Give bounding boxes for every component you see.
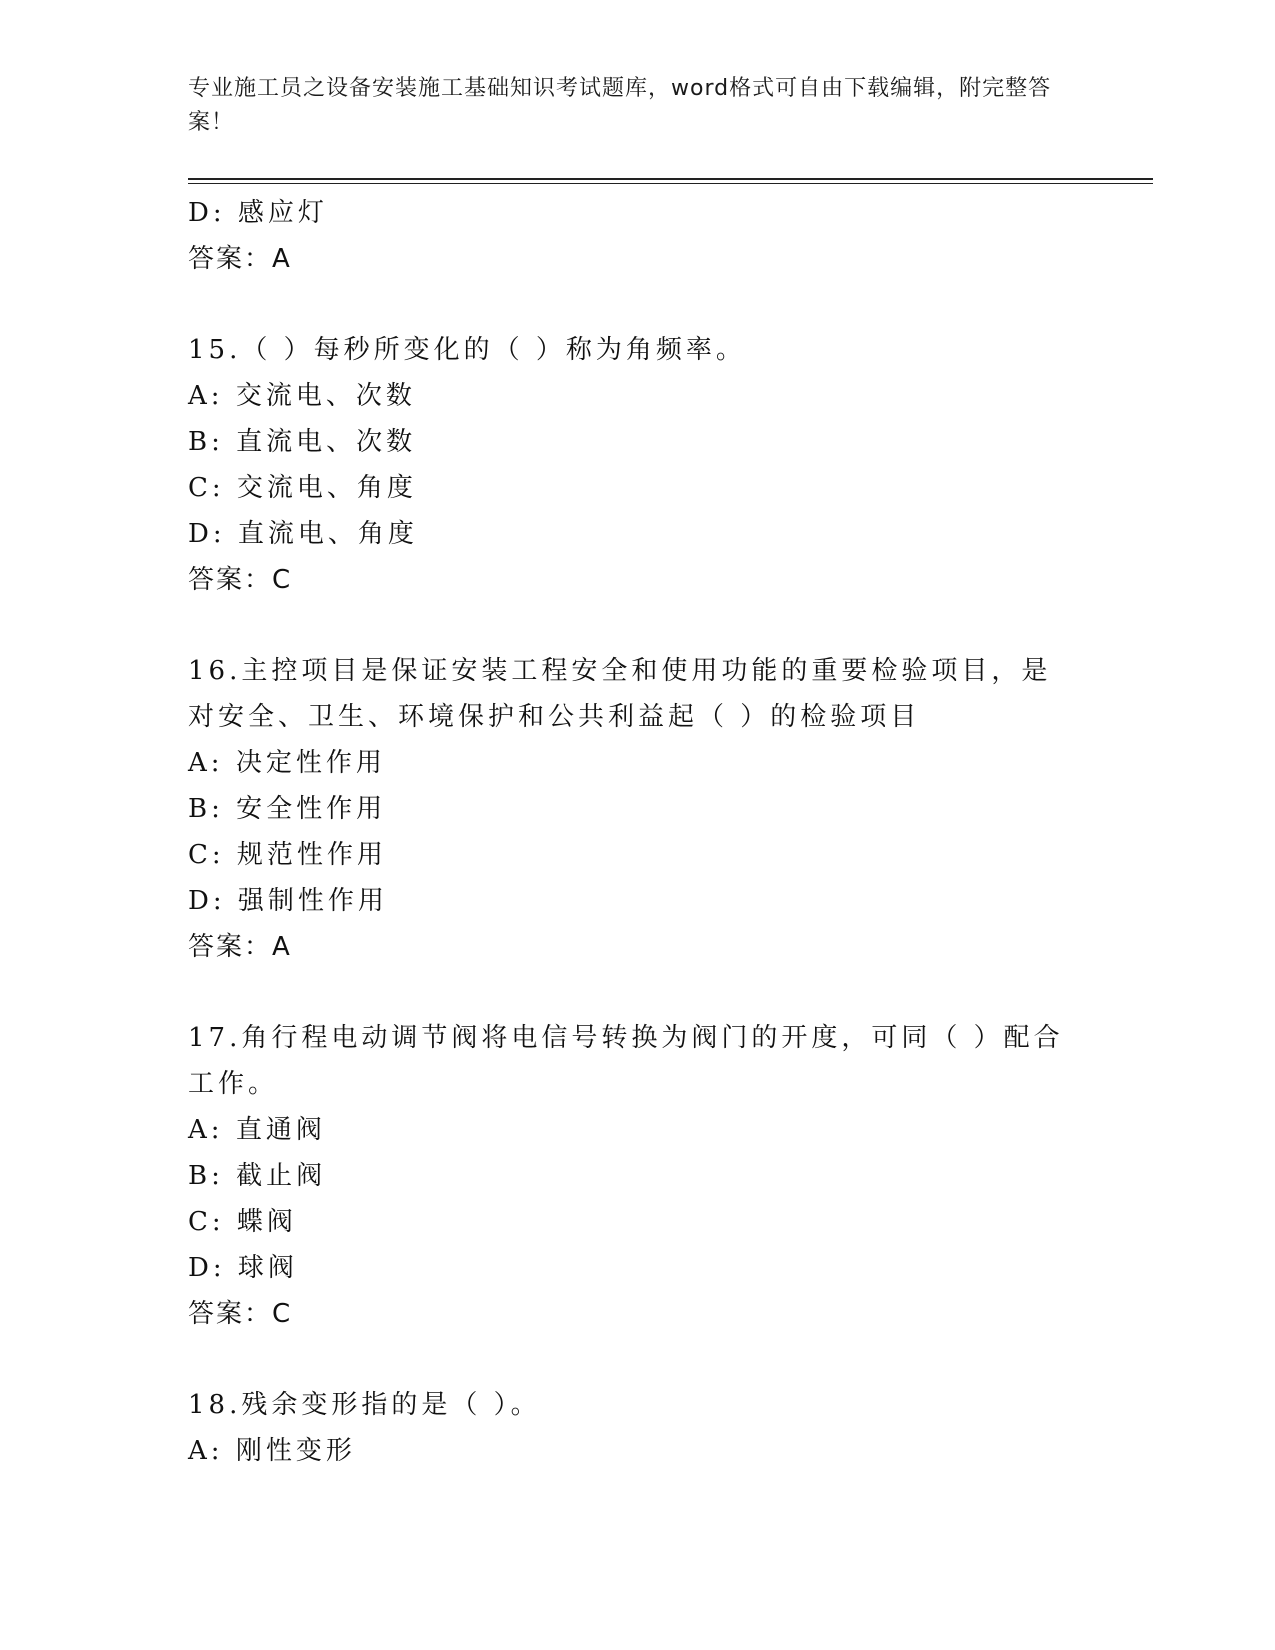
answer: 答案：C — [188, 565, 293, 595]
option-text: 交流电、次数 — [235, 381, 416, 411]
option-a — [188, 1428, 1088, 1474]
option-label: B: — [188, 1161, 224, 1191]
option-a — [188, 1107, 1088, 1153]
option-label: B: — [188, 427, 224, 457]
question-18 — [188, 1382, 1088, 1474]
option-a — [188, 740, 1088, 786]
header-rule-thin — [188, 183, 1153, 184]
option-d — [188, 190, 1088, 236]
question-17 — [188, 1015, 1088, 1337]
option-text: 强制性作用 — [237, 886, 388, 916]
option-text: 规范性作用 — [236, 840, 387, 870]
option-label: D: — [188, 519, 226, 549]
option-label: C: — [188, 473, 225, 503]
option-c — [188, 1199, 1088, 1245]
option-label: D: — [188, 198, 226, 228]
option-d — [188, 1245, 1088, 1291]
answer: 答案：A — [188, 932, 292, 962]
option-text: 交流电、角度 — [236, 473, 417, 503]
question-15 — [188, 327, 1088, 603]
option-label: C: — [188, 1207, 225, 1237]
option-text: 感应灯 — [237, 198, 328, 228]
option-b — [188, 786, 1088, 832]
document-body — [188, 190, 1088, 1474]
page-header: 专业施工员之设备安装施工基础知识考试题库，word格式可自由下载编辑，附完整答案！ — [188, 76, 1052, 135]
option-d — [188, 878, 1088, 924]
option-label: A: — [188, 1115, 224, 1145]
option-label: A: — [188, 748, 224, 778]
question-16 — [188, 648, 1088, 970]
question-stem: 17.角行程电动调节阀将电信号转换为阀门的开度，可同（ ）配合工作。 — [188, 1023, 1064, 1099]
option-label: A: — [188, 1436, 224, 1466]
answer: 答案：A — [188, 244, 292, 274]
answer: 答案：C — [188, 1299, 293, 1329]
option-b — [188, 1153, 1088, 1199]
option-d — [188, 511, 1088, 557]
option-text: 截止阀 — [236, 1161, 327, 1191]
option-label: A: — [188, 381, 224, 411]
option-text: 直流电、次数 — [236, 427, 417, 457]
option-text: 直流电、角度 — [237, 519, 418, 549]
option-c — [188, 832, 1088, 878]
option-text: 直通阀 — [235, 1115, 326, 1145]
option-text: 决定性作用 — [235, 748, 386, 778]
option-label: B: — [188, 794, 224, 824]
option-text: 球阀 — [237, 1253, 298, 1283]
question-stem: 16.主控项目是保证安装工程安全和使用功能的重要检验项目，是对安全、卫生、环境保护和公共利益起（ ）的检验项目 — [188, 656, 1052, 732]
option-a — [188, 373, 1088, 419]
option-text: 刚性变形 — [235, 1436, 356, 1466]
option-text: 安全性作用 — [236, 794, 387, 824]
question-14-continued — [188, 190, 1088, 282]
question-stem: 15.（ ）每秒所变化的（ ）称为角频率。 — [188, 335, 746, 365]
option-label: C: — [188, 840, 225, 870]
option-b — [188, 419, 1088, 465]
option-text: 蝶阀 — [236, 1207, 297, 1237]
option-label: D: — [188, 886, 226, 916]
question-stem: 18.残余变形指的是（ ）。 — [188, 1390, 541, 1420]
option-label: D: — [188, 1253, 226, 1283]
option-c — [188, 465, 1088, 511]
header-rule-thick — [188, 178, 1153, 180]
